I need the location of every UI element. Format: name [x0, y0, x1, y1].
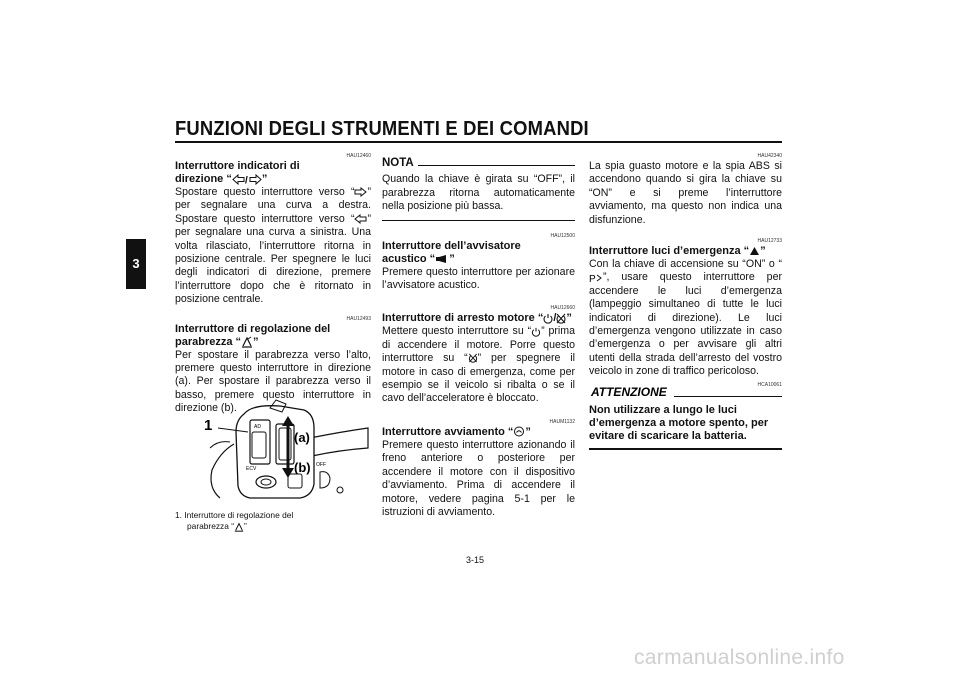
engine-stop-icon: [468, 353, 478, 363]
left-arrow-icon: [354, 214, 367, 224]
figure-caption: 1. Interruttore di regolazione del parabrezza “ ”: [175, 510, 294, 531]
note-rule: [382, 220, 575, 221]
title-rule: [175, 141, 782, 143]
section-code: HAU12460: [346, 153, 371, 159]
direction-b-label: (b): [294, 460, 311, 475]
watermark: carmanualsonline.info: [634, 646, 845, 669]
hazard-icon: [749, 246, 760, 256]
start-switch-heading: Interruttore avviamento “ ”: [382, 425, 531, 438]
callout-number: 1: [204, 417, 213, 434]
caution-rule: [589, 448, 782, 450]
note-heading: NOTA: [382, 157, 575, 170]
section-code: HAU42340: [757, 153, 782, 159]
turn-signal-heading: Interruttore indicatori di direzione “ / ”: [175, 160, 300, 185]
engine-stop-heading: Interruttore di arresto motore “ / ”: [382, 312, 572, 325]
page-number: 3-15: [466, 555, 485, 565]
caution-body: Non utilizzare a lungo le luci d’emergenza a motore spento, per evitare di scaricare la batteria.: [589, 404, 769, 443]
section-code: HAU12493: [346, 315, 371, 322]
caution-heading: ATTENZIONE: [589, 385, 782, 400]
start-icon: [513, 426, 525, 437]
start-switch-body: Premere questo interruttore azionando il freno anteriore o posteriore per accendere il motore con il dispositivo d’avviamento. Prima di accendere il motore, vedere pagina 5-1 per le istruzioni di avviamento.: [382, 438, 575, 518]
warning-light-body: La spia guasto motore e la spia ABS si accendono quando si gira la chiave su “ON” e si preme l’interruttore avviamento, ma questo non indica una disfunzione.: [589, 160, 782, 226]
svg-text:/: /: [244, 175, 248, 185]
windshield-icon: [234, 522, 244, 532]
parking-icon: [589, 273, 603, 283]
page-title: FUNZIONI DEGLI STRUMENTI E DEI COMANDI: [175, 118, 589, 140]
left-column: [175, 153, 371, 416]
section-code: HAUM1132: [549, 418, 575, 425]
section-code: HAU12660: [550, 305, 575, 312]
windshield-heading: Interruttore di regolazione del parabrezza “ ”: [175, 322, 331, 348]
engine-run-icon: [531, 327, 541, 337]
engine-stop-icon: [556, 313, 566, 324]
svg-text:P: P: [589, 273, 596, 283]
direction-a-label: (a): [294, 430, 310, 445]
section-code: HAU12500: [550, 232, 575, 239]
turn-signal-icon: [232, 174, 262, 185]
chapter-tab: 3: [126, 239, 146, 289]
engine-stop-body: Mettere questo interruttore su “ ” prima di accendere il motore. Porre questo interruttore su “ ” per spegnere il motore in caso di emergenza, come per esempio se il veicolo si ribalta o se il cavo dell’acceleratore è bloccato.: [382, 325, 576, 405]
horn-body: Premere questo interruttore per azionare l’avvisatore acustico.: [382, 265, 575, 292]
horn-icon: [435, 254, 449, 264]
engine-run-icon: [543, 313, 553, 324]
section-code: HCA10061: [757, 382, 782, 389]
switch-marking-ecv: ECV: [246, 466, 257, 472]
hazard-heading: Interruttore luci d’emergenza “ ”: [589, 245, 766, 258]
windshield-body: Per spostare il parabrezza verso l’alto, premere questo interruttore in direzione (a). Per spostare il parabrezza verso il basso, premere questo interruttore in direzione (b).: [175, 348, 371, 415]
hazard-body: Con la chiave di accensione su “ON” o “ P ”, usare questo interruttore per accendere le luci d’emergenza (lampeggio simultaneo di tutte le luci indicatori di direzione). Le luci d’emergenza vengono utilizzate in caso d’emergenza o per avvisare gli altri utenti della strada dell’arresto del vostro veicolo in zone di traffico pericoloso.: [589, 258, 782, 378]
horn-heading: Interruttore dell’avvisatore acustico “ ”: [382, 239, 521, 265]
right-arrow-icon: [354, 187, 367, 197]
middle-column: [382, 157, 575, 519]
turn-signal-body: Spostare questo interruttore verso “ ” per segnalare una curva a destra. Spostare questo interruttore verso “ ” per segnalare una curva a sinistra. Una volta rilasciato, l’interruttore ritorna in posizione centrale. Per spegnere le luci degli indicatori di direzione, premere l’interruttore dopo che è ritornato in posizione centrale.: [175, 186, 371, 306]
switch-marking-off: OFF: [316, 462, 326, 468]
switch-marking-ad: AD: [254, 424, 261, 430]
note-body: Quando la chiave è girata su “OFF”, il parabrezza ritorna automaticamente nella posizione più bassa.: [382, 173, 575, 213]
handlebar-switch-illustration: [190, 392, 370, 504]
windshield-icon: [241, 336, 253, 348]
right-column: [589, 153, 782, 450]
section-code: HAU12733: [757, 238, 782, 245]
